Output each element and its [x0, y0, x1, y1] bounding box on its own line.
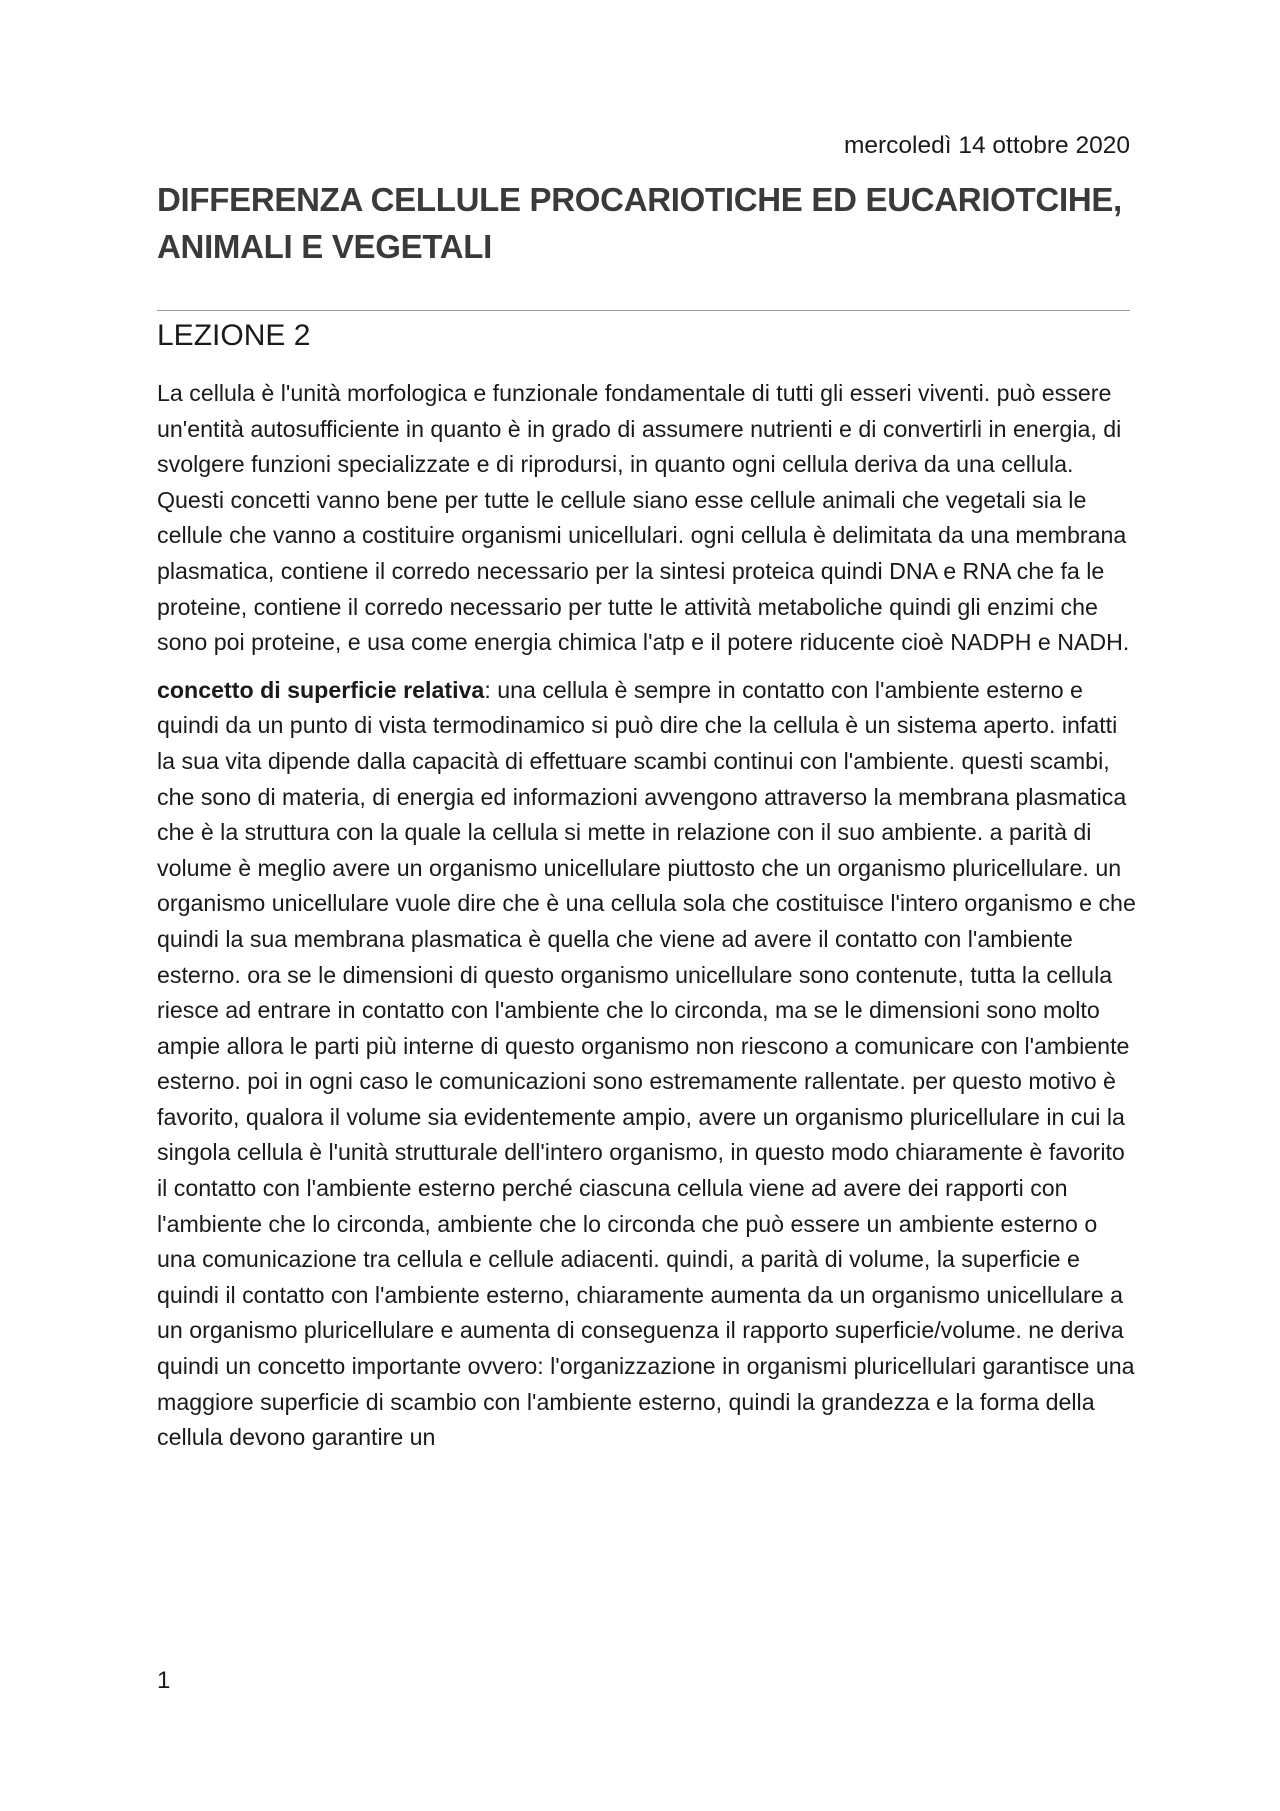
title-divider — [157, 310, 1130, 311]
page-number: 1 — [157, 1667, 171, 1694]
paragraph-2-text: : una cellula è sempre in contatto con l'ambiente esterno e quindi da un punto di vista termodinamico si può dire che la cellula è un sistema aperto. infatti la sua vita dipende dalla capacità di effettuare scambi continui con l'ambiente. questi scambi, che sono di materia, di energia ed informazioni avvengono attraverso la membrana plasmatica che è la struttura con la quale la cellula si mette in relazione con il suo ambiente. a parità di volume è meglio avere un organismo unicellulare piuttosto che un organismo pluricellulare. un organismo unicellulare vuole dire che è una cellula sola che costituisce l'intero organismo e che quindi la sua membrana plasmatica è quella che viene ad avere il contatto con l'ambiente esterno. ora se le dimensioni di questo organismo unicellulare sono contenute, tutta la cellula riesce ad entrare in contatto con l'ambiente che lo circonda, ma se le dimensioni sono molto ampie allora le parti più interne di questo organismo non riescono a comunicare con l'ambiente esterno. poi in ogni caso le comunicazioni sono estremamente rallentate. per questo motivo è favorito, qualora il volume sia evidentemente ampio, avere un organismo pluricellulare in cui la singola cellula è l'unità strutturale dell'intero organismo, in questo modo chiaramente è favorito il contatto con l'ambiente esterno perché ciascuna cellula viene ad avere dei rapporti con l'ambiente che lo circonda, ambiente che lo circonda che può essere un ambiente esterno o una comunicazione tra cellula e cellule adiacenti. quindi, a parità di volume, la superficie e quindi il contatto con l'ambiente esterno, chiaramente aumenta da un organismo unicellulare a un organismo pluricellulare e aumenta di conseguenza il rapporto superficie/volume. ne deriva quindi un concetto importante ovvero: l'organizzazione in organismi pluricellulari garantisce una maggiore superficie di scambio con l'ambiente esterno, quindi la grandezza e la forma della cellula devono garantire un — [157, 676, 1136, 1451]
lesson-heading: LEZIONE 2 — [157, 319, 311, 352]
document-title: DIFFERENZA CELLULE PROCARIOTICHE ED EUCARIOTCIHE, ANIMALI E VEGETALI — [157, 181, 1122, 265]
bold-term: concetto di superficie relativa — [157, 676, 485, 703]
body-paragraph-2 — [157, 673, 1137, 1456]
document-date: mercoledì 14 ottobre 2020 — [843, 132, 1130, 159]
document-page — [157, 0, 1136, 1811]
document-body — [157, 376, 1137, 1468]
body-paragraph-1: La cellula è l'unità morfologica e funzionale fondamentale di tutti gli esseri viventi. può essere un'entità autosufficiente in quanto è in grado di assumere nutrienti e di convertirli in energia, di svolgere funzioni specializzate e di riprodursi, in quanto ogni cellula deriva da una cellula. Questi concetti vanno bene per tutte le cellule siano esse cellule animali che vegetali sia le cellule che vanno a costituire organismi unicellulari. ogni cellula è delimitata da una membrana plasmatica, contiene il corredo necessario per la sintesi proteica quindi DNA e RNA che fa le proteine, contiene il corredo necessario per tutte le attività metaboliche quindi gli enzimi che sono poi proteine, e usa come energia chimica l'atp e il potere riducente cioè NADPH e NADH. — [157, 380, 1130, 656]
